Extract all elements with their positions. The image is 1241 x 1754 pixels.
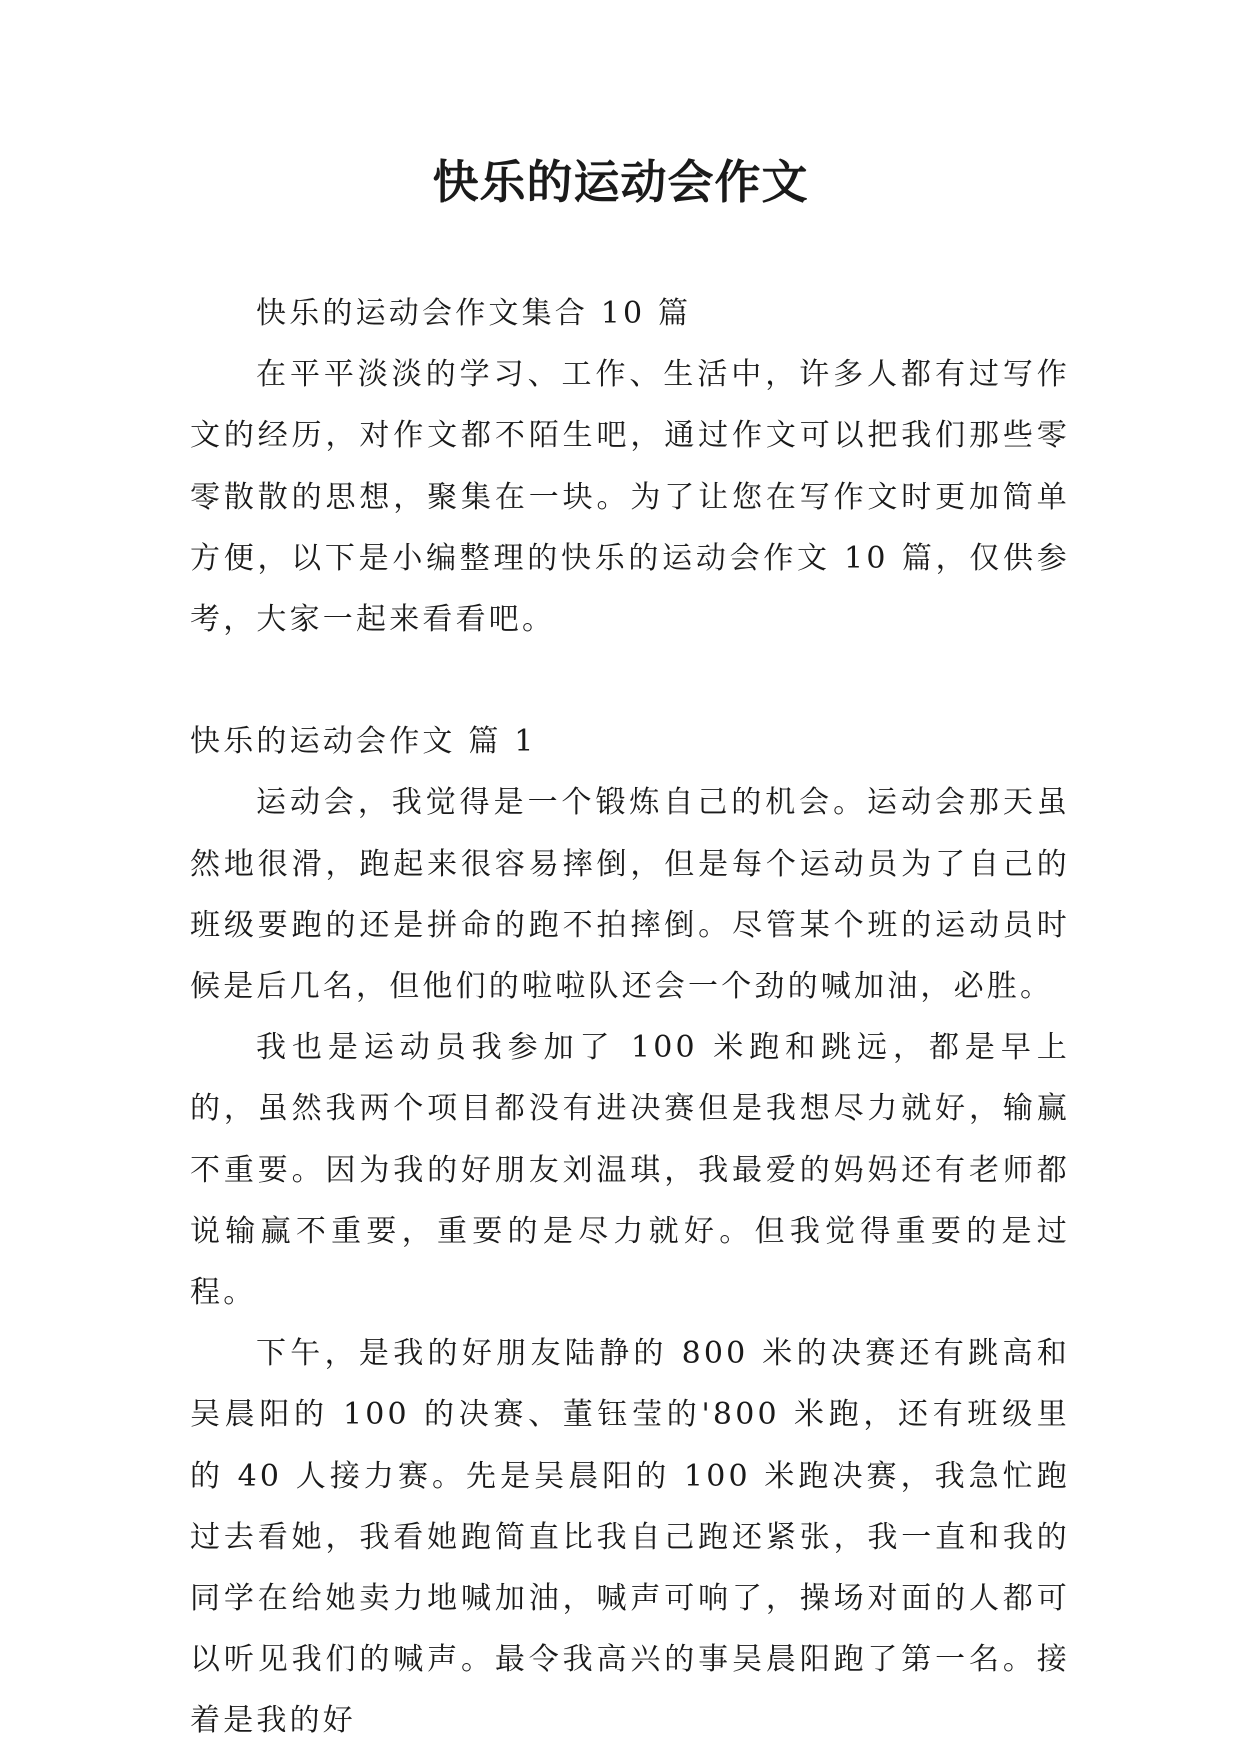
document-subtitle: 快乐的运动会作文集合 10 篇 <box>256 296 692 331</box>
intro-paragraph: 在平平淡淡的学习、工作、生活中，许多人都有过写作文的经历，对作文都不陌生吧，通过作文可以把我们那些零零散散的思想，聚集在一块。为了让您在写作文时更加简单方便，以下是小编整理的快乐的运动会作文 10 篇，仅供参考，大家一起来看看吧。 <box>190 357 1070 638</box>
body-paragraph: 运动会，我觉得是一个锻炼自己的机会。运动会那天虽然地很滑，跑起来很容易摔倒，但是每个运动员为了自己的班级要跑的还是拼命的跑不拍摔倒。尽管某个班的运动员时候是后几名，但他们的啦啦队还会一个劲的喊加油，必胜。 <box>190 785 1070 1005</box>
section-heading: 快乐的运动会作文 篇 1 <box>190 724 537 760</box>
body-paragraph: 下午，是我的好朋友陆静的 800 米的决赛还有跳高和吴晨阳的 100 的决赛、董钰莹的'800 米跑，还有班级里的 40 人接力赛。先是吴晨阳的 100 米跑决赛，我急忙跑过去看她，我看她跑简直比我自己跑还紧张，我一直和我的同学在给她卖力地喊加油，喊声可响了，操场对面的人都可以听见我们的喊声。最令我高兴的事吴晨阳跑了第一名。接着是我的好 <box>190 1336 1070 1739</box>
document-body <box>190 283 1070 1752</box>
paragraph-gap <box>190 650 1070 711</box>
page-title: 快乐的运动会作文 <box>432 155 809 209</box>
body-paragraph: 我也是运动员我参加了 100 米跑和跳远，都是早上的，虽然我两个项目都没有进决赛但是我想尽力就好，输赢不重要。因为我的好朋友刘温琪，我最爱的妈妈还有老师都说输赢不重要，重要的是尽力就好。但我觉得重要的是过程。 <box>190 1030 1070 1311</box>
